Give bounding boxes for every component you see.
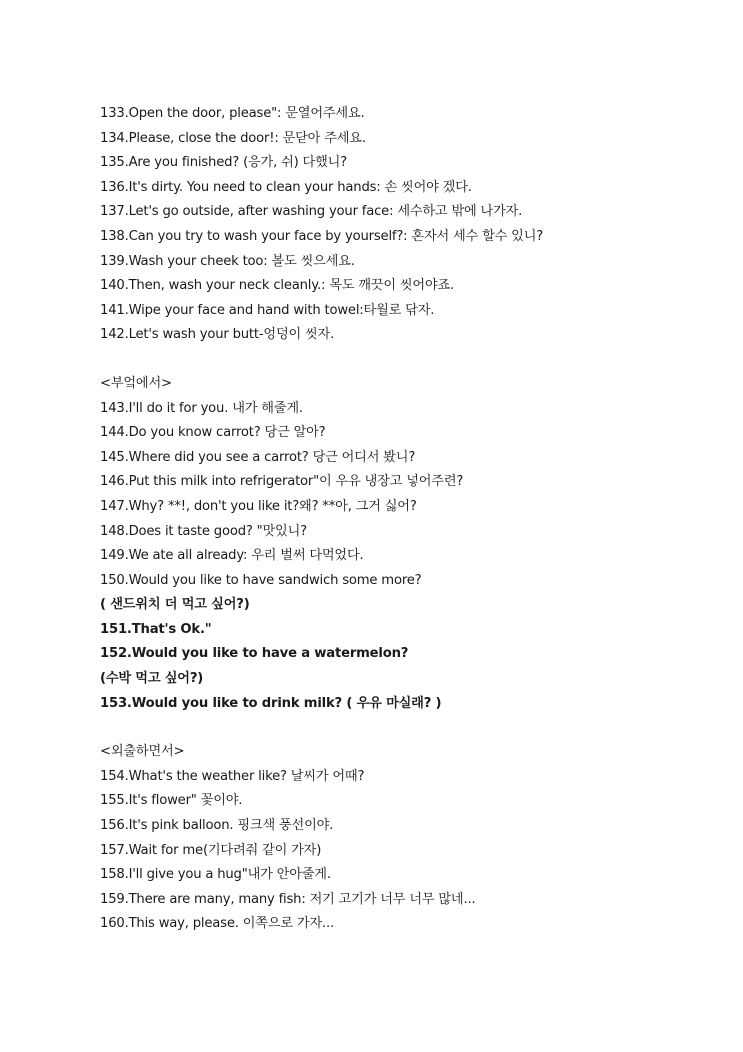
- section-gap: [100, 348, 700, 372]
- section-gap: [100, 716, 700, 740]
- phrase-line-138: 138.Can you try to wash your face by yourself?: 혼자서 세수 할수 있니?: [100, 228, 544, 244]
- phrase-line-153: 153.Would you like to drink milk? ( 우유 마실래? ): [100, 695, 442, 711]
- phrase-line-136: 136.It's dirty. You need to clean your hands: 손 씻어야 겠다.: [100, 179, 472, 195]
- phrase-line-148: 148.Does it taste good? "맛있니?: [100, 523, 307, 539]
- phrase-line-152: 152.Would you like to have a watermelon?: [100, 646, 409, 662]
- phrase-line-140: 140.Then, wash your neck cleanly.: 목도 깨끗이 씻어야죠.: [100, 278, 455, 294]
- phrase-line-156: 156.It's pink balloon. 핑크색 풍선이야.: [100, 818, 334, 834]
- phrase-line-159: 159.There are many, many fish: 저기 고기가 너무 너무 많네...: [100, 891, 476, 907]
- phrase-line-137: 137.Let's go outside, after washing your face: 세수하고 밖에 나가자.: [100, 204, 523, 220]
- section-heading-outing: <외출하면서>: [100, 744, 185, 760]
- phrase-line-151: 151.That's Ok.": [100, 621, 212, 637]
- phrase-line-150: 150.Would you like to have sandwich some more?: [100, 572, 422, 588]
- phrase-line-152-translation: (수박 먹고 싶어?): [100, 671, 204, 687]
- phrase-line-135: 135.Are you finished? (응가, 쉬) 다했니?: [100, 155, 347, 171]
- document-content: [100, 102, 700, 937]
- phrase-line-150-translation: ( 샌드위치 더 먹고 싶어?): [100, 597, 250, 613]
- phrase-line-160: 160.This way, please. 이쪽으로 가자...: [100, 916, 334, 932]
- phrase-line-139: 139.Wash your cheek too: 볼도 씻으세요.: [100, 253, 355, 269]
- section-kitchen: [100, 372, 700, 716]
- phrase-line-158: 158.I'll give you a hug"내가 안아줄게.: [100, 867, 331, 883]
- phrase-line-133: 133.Open the door, please": 문열어주세요.: [100, 106, 365, 121]
- section-bathroom: [100, 102, 700, 348]
- phrase-line-147: 147.Why? **!, don't you like it?왜? **아, 그거 싫어?: [100, 498, 417, 514]
- phrase-line-149: 149.We ate all already: 우리 벌써 다먹었다.: [100, 548, 364, 564]
- phrase-line-142: 142.Let's wash your butt-엉덩이 씻자.: [100, 327, 335, 343]
- phrase-line-141: 141.Wipe your face and hand with towel:타월로 닦자.: [100, 302, 435, 318]
- section-outing: [100, 740, 700, 937]
- phrase-line-143: 143.I'll do it for you. 내가 해줄게.: [100, 400, 303, 416]
- phrase-line-155: 155.It's flower" 꽃이야.: [100, 793, 243, 809]
- phrase-line-146: 146.Put this milk into refrigerator"이 우유 냉장고 넣어주련?: [100, 474, 464, 490]
- phrase-line-134: 134.Please, close the door!: 문닫아 주세요.: [100, 130, 366, 146]
- phrase-line-144: 144.Do you know carrot? 당근 알아?: [100, 425, 326, 441]
- phrase-line-154: 154.What's the weather like? 날씨가 어때?: [100, 768, 365, 784]
- phrase-line-157: 157.Wait for me(기다려줘 같이 가자): [100, 842, 322, 858]
- section-heading-kitchen: <부엌에서>: [100, 375, 172, 391]
- phrase-line-145: 145.Where did you see a carrot? 당근 어디서 봤니?: [100, 449, 416, 465]
